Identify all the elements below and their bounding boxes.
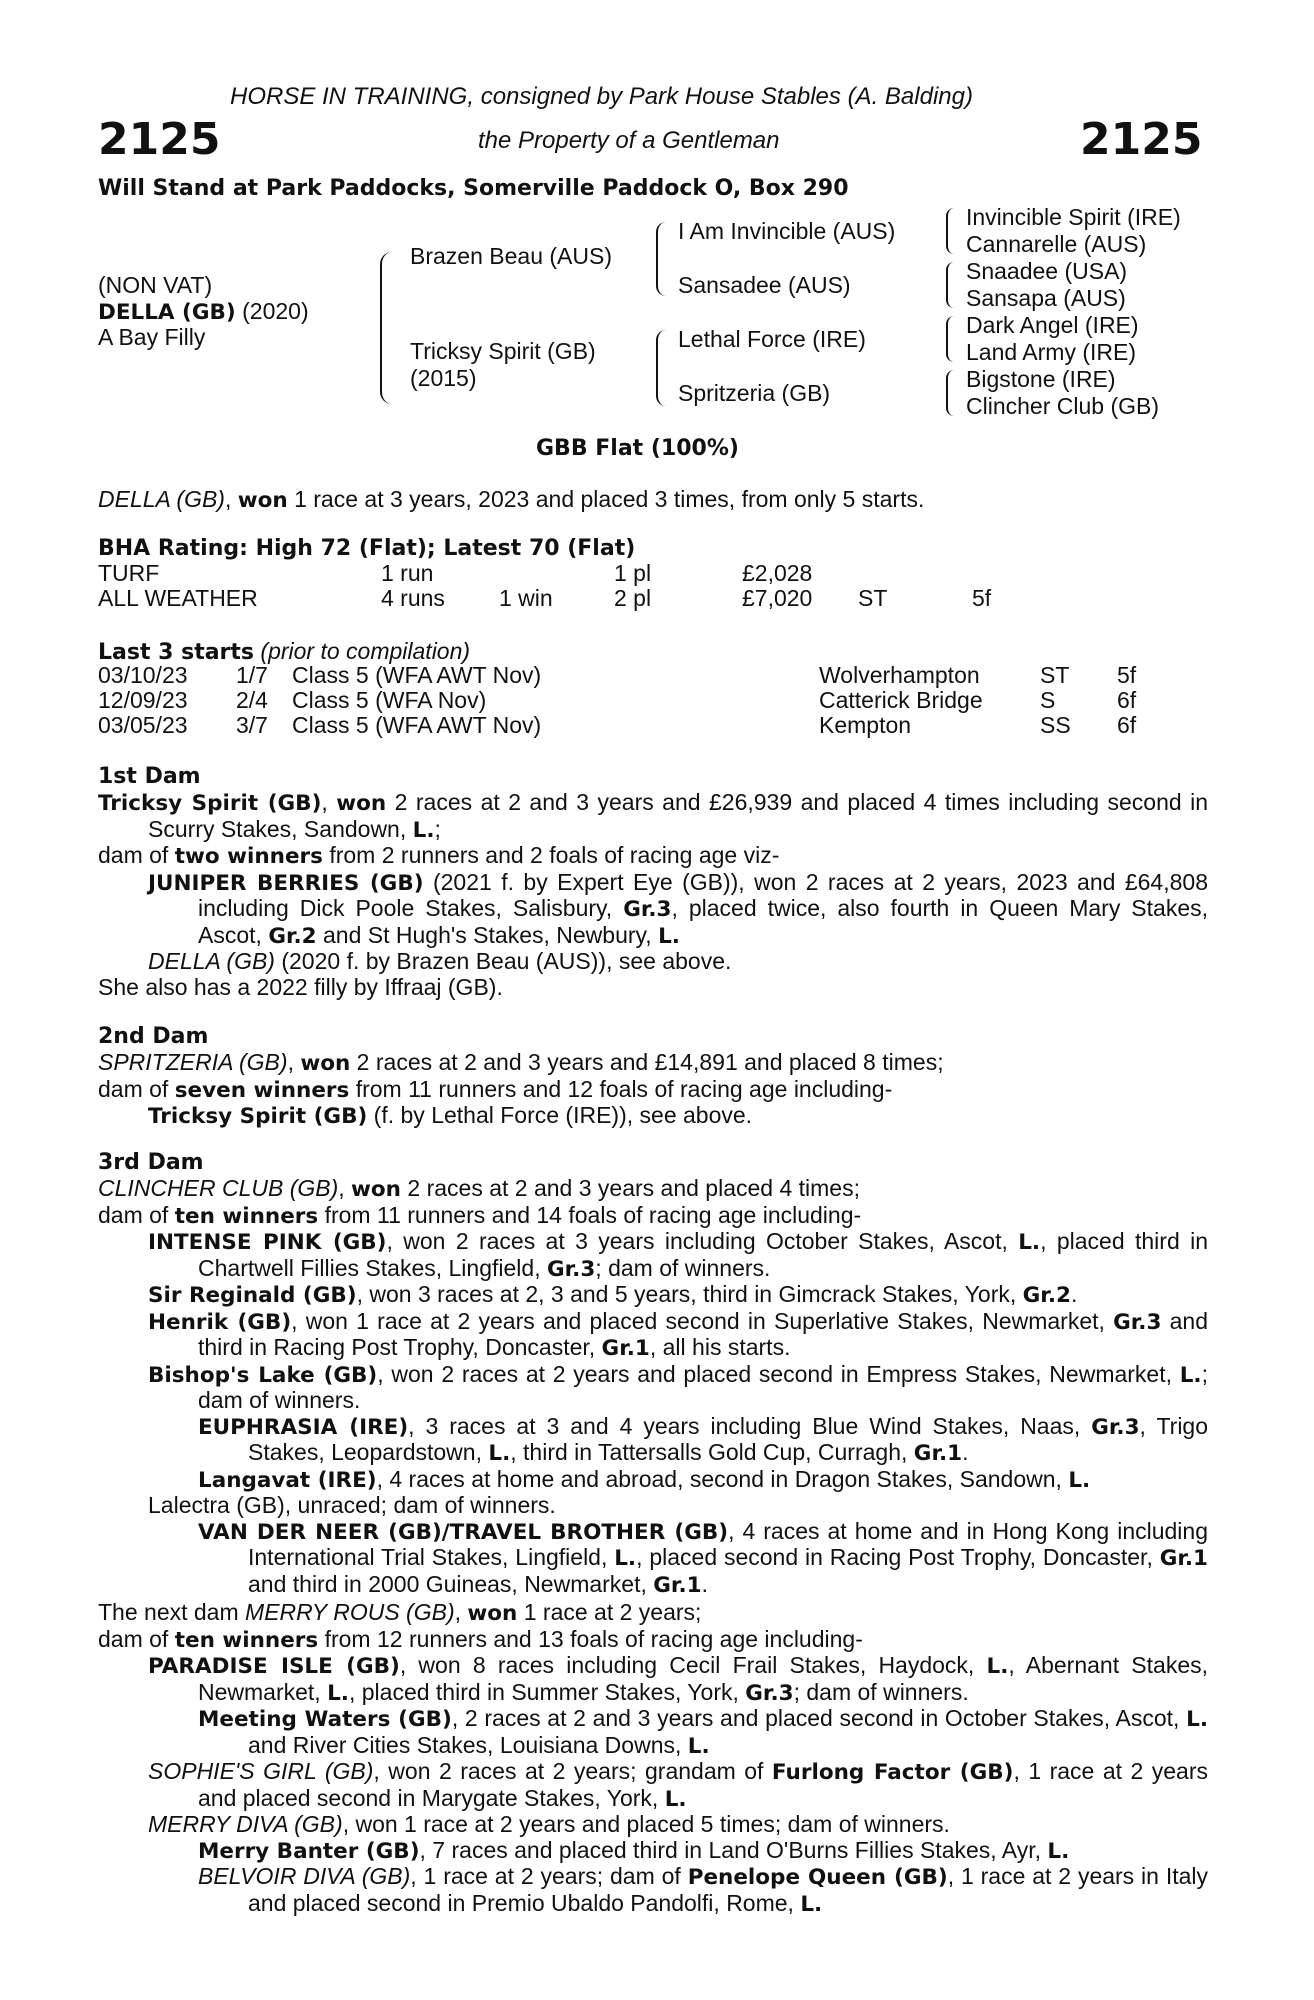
produce-text: dam of [98, 1075, 175, 1102]
lot-number-left: 2125 [98, 114, 221, 165]
produce-text-end: from 2 runners and 2 foals of racing age viz- [322, 842, 780, 868]
produce-text: , won 3 races at 2, 3 and 5 years, third in Gimcrack Stakes, York, [356, 1281, 1023, 1307]
produce-text: , placed third in Summer Stakes, York, [348, 1678, 746, 1705]
sire-dam: Sansadee (AUS) [678, 272, 851, 298]
produce-text: ; dam of winners. [595, 1254, 771, 1281]
start-course: Catterick Bridge [819, 687, 983, 713]
start-distance: 6f [1117, 687, 1137, 713]
produce-text: and third in 2000 Guineas, Newmarket, [248, 1570, 654, 1597]
pedigree-brace-g1 [946, 208, 956, 254]
produce-text: (f. by Lethal Force (IRE)), see above. [367, 1102, 753, 1128]
third-dam-record: CLINCHER CLUB (GB), won 2 races at 2 and 3 years and placed 4 times; [98, 1175, 860, 1202]
second-dam-record: SPRITZERIA (GB), won 2 races at 2 and 3 years and £14,891 and placed 8 times; [98, 1049, 944, 1076]
grade: Gr.1 [913, 1441, 963, 1466]
rating-surface: TURF [98, 560, 160, 586]
pedigree-g8: Clincher Club (GB) [966, 393, 1159, 419]
grade: Gr.3 [1091, 1414, 1140, 1440]
produce-text: ; dam of winners. [793, 1678, 969, 1705]
produce-item [98, 1759, 1208, 1812]
produce-item [98, 1519, 1208, 1599]
produce-item [98, 1838, 1208, 1865]
grade: L. [986, 1654, 1009, 1679]
won-label: won [351, 1177, 401, 1202]
produce-text: , Abernant Stakes, Newmarket, [198, 1652, 1208, 1705]
produce-text: , won 2 races at 2 years; grandam of [373, 1758, 772, 1784]
summary-rest: 1 race at 3 years, 2023 and placed 3 times, from only 5 starts. [287, 486, 925, 512]
start-race: Class 5 (WFA AWT Nov) [292, 712, 542, 738]
winners-count: ten winners [174, 1627, 319, 1653]
start-race: Class 5 (WFA Nov) [292, 687, 487, 713]
produce-text-end: from 11 runners and 14 foals of racing age including- [318, 1201, 862, 1228]
first-dam-note: She also has a 2022 filly by Iffraaj (GB). [98, 973, 503, 1000]
produce-text: ; dam of winners. [198, 1360, 1208, 1413]
last3-note: (prior to compilation) [260, 638, 471, 664]
horse-description: A Bay Filly [98, 324, 206, 350]
first-dam-produce-line [98, 843, 1208, 870]
record-text: 1 race at 2 years; [517, 1599, 702, 1625]
produce-item [98, 1229, 1208, 1282]
produce-name: EUPHRASIA (IRE) [198, 1414, 409, 1440]
grade: Gr.3 [546, 1256, 596, 1282]
first-dam-heading: 1st Dam [98, 764, 201, 789]
pedigree-brace-g4 [946, 370, 956, 416]
rating-money: £7,020 [742, 585, 813, 611]
pedigree-brace-g3 [946, 316, 956, 362]
summary-won: won [237, 488, 288, 513]
dam-name: Tricksy Spirit (GB) [410, 338, 596, 364]
grade: L. [658, 923, 680, 949]
produce-name: VAN DER NEER (GB)/TRAVEL BROTHER (GB) [198, 1519, 729, 1545]
produce-item [98, 1414, 1208, 1467]
pedigree-g2: Cannarelle (AUS) [966, 231, 1147, 257]
vat-status: (NON VAT) [98, 272, 213, 298]
start-position: 3/7 [236, 712, 268, 738]
dam-year: (2015) [410, 365, 477, 391]
pedigree-brace-main [380, 252, 392, 404]
grade: L. [412, 817, 435, 843]
first-dam-section [98, 764, 1208, 1000]
dam-name: SPRITZERIA (GB) [98, 1049, 288, 1075]
summary-horse-name: DELLA (GB) [98, 486, 225, 512]
produce-text: dam of [98, 842, 175, 868]
sire-name: Brazen Beau (AUS) [410, 243, 612, 269]
third-dam-heading: 3rd Dam [98, 1150, 204, 1175]
record-text: 2 races at 2 and 3 years and placed 4 times; [401, 1175, 860, 1201]
produce-text: , 3 races at 3 and 4 years including Blue Wind Stakes, Naas, [408, 1412, 1092, 1439]
produce-name: PARADISE ISLE (GB) [148, 1654, 400, 1679]
start-course: Kempton [819, 712, 912, 738]
grade: L. [1068, 1467, 1091, 1493]
horse-year: (2020) [242, 298, 309, 324]
grade: L. [1179, 1362, 1202, 1388]
start-position: 2/4 [236, 687, 268, 713]
rating-runs: 4 runs [381, 585, 445, 611]
produce-item [98, 1362, 1208, 1414]
dam-name: MERRY ROUS (GB) [245, 1599, 455, 1625]
produce-name: Bishop's Lake (GB) [148, 1362, 378, 1388]
winners-count: two winners [174, 844, 323, 869]
produce-text: , won 1 race at 2 years and placed second in Superlative Stakes, Newmarket, [291, 1307, 1114, 1334]
race-summary: DELLA (GB), won 1 race at 3 years, 2023 and placed 3 times, from only 5 starts. [98, 486, 925, 513]
produce-text: , 7 races and placed third in Land O'Burns Fillies Stakes, Ayr, [419, 1836, 1048, 1863]
rating-placed: 1 pl [614, 560, 652, 586]
produce-name: Penelope Queen (GB) [687, 1865, 948, 1890]
pedigree-g7: Bigstone (IRE) [966, 366, 1116, 392]
pedigree-brace-sire [656, 222, 666, 296]
pedigree-g6: Land Army (IRE) [966, 339, 1136, 365]
start-date: 12/09/23 [98, 687, 188, 713]
rating-placed: 2 pl [614, 585, 652, 611]
won-label: won [336, 791, 387, 816]
start-going: ST [1040, 662, 1070, 688]
start-distance: 6f [1117, 712, 1137, 738]
produce-name: JUNIPER BERRIES (GB) [148, 870, 424, 896]
sire-sire: I Am Invincible (AUS) [678, 218, 896, 244]
produce-item: Lalectra (GB), unraced; dam of winners. [148, 1492, 556, 1518]
next-dam-record: The next dam MERRY ROUS (GB), won 1 race at 2 years; [98, 1599, 702, 1626]
produce-name: Henrik (GB) [148, 1309, 292, 1335]
rating-runs: 1 run [381, 560, 434, 586]
produce-text: , won 2 races at 2 years and placed second in Empress Stakes, Newmarket, [377, 1360, 1180, 1387]
gbb-status: GBB Flat (100%) [536, 436, 739, 461]
produce-name: Merry Banter (GB) [198, 1838, 420, 1864]
grade: Gr.3 [623, 897, 672, 922]
grade: L. [327, 1680, 349, 1706]
second-dam-heading: 2nd Dam [98, 1024, 209, 1049]
grade: Gr.2 [1022, 1283, 1071, 1308]
winners-count: ten winners [174, 1203, 319, 1229]
grade: L. [488, 1441, 511, 1466]
produce-name: Meeting Waters (GB) [198, 1707, 452, 1732]
produce-item [98, 1812, 1208, 1838]
produce-text: , 4 races at home and in Hong Kong including International Trial Stakes, Lingfield, [248, 1517, 1209, 1570]
grade: Gr.1 [653, 1572, 702, 1598]
grade: L. [614, 1546, 637, 1571]
grade: L. [687, 1733, 710, 1759]
dam-name: Tricksy Spirit (GB) [98, 791, 322, 816]
produce-name: MERRY DIVA (GB) [148, 1811, 343, 1837]
record-text: 2 races at 2 and 3 years and £14,891 and placed 8 times; [350, 1049, 944, 1075]
produce-name: BELVOIR DIVA (GB) [198, 1863, 411, 1889]
dam-dam: Spritzeria (GB) [678, 380, 831, 406]
horse-name: DELLA (GB) [98, 300, 236, 325]
grade: L. [800, 1891, 823, 1917]
produce-text: (2021 f. by Expert Eye (GB)), won 2 races at 2 years, 2023 and £64,808 including Dick Poole Stakes, Salisbury, [198, 868, 1208, 921]
start-date: 03/05/23 [98, 712, 188, 738]
second-dam-produce-line [98, 1077, 1208, 1104]
grade: Gr.3 [1113, 1309, 1162, 1335]
rating-surface: ALL WEATHER [98, 585, 258, 611]
produce-text: , won 8 races including Cecil Frail Stakes, Haydock, [399, 1652, 987, 1678]
produce-text: , 4 races at home and abroad, second in Dragon Stakes, Sandown, [376, 1465, 1069, 1492]
next-dam-section [98, 1600, 1208, 1917]
second-dam-section [98, 1024, 1208, 1130]
start-distance: 5f [1117, 662, 1137, 688]
grade: L. [664, 1786, 687, 1812]
produce-text: dam of [98, 1625, 175, 1652]
pedigree-g1: Invincible Spirit (IRE) [966, 204, 1181, 230]
third-dam-produce-line [98, 1203, 1208, 1230]
pedigree-g5: Dark Angel (IRE) [966, 312, 1139, 338]
produce-text: , 1 race at 2 years in Italy and placed second in Premio Ubaldo Pandolfi, Rome, [248, 1863, 1209, 1916]
start-course: Wolverhampton [819, 662, 980, 688]
produce-name: Langavat (IRE) [198, 1467, 377, 1493]
start-position: 1/7 [236, 662, 268, 688]
produce-text: , all his starts. [649, 1334, 791, 1360]
produce-text: . [1070, 1281, 1078, 1307]
produce-name: Furlong Factor (GB) [771, 1760, 1014, 1785]
produce-text-end: from 11 runners and 12 foals of racing age including- [349, 1075, 893, 1102]
dam-sire: Lethal Force (IRE) [678, 326, 866, 352]
horse-title [98, 298, 309, 326]
produce-text: , Trigo Stakes, Leopardstown, [248, 1412, 1209, 1465]
produce-text: , 2 races at 2 and 3 years and placed second in October Stakes, Ascot, [451, 1705, 1187, 1731]
rating-row [98, 561, 159, 586]
location-line: Will Stand at Park Paddocks, Somerville Paddock O, Box 290 [98, 176, 849, 201]
produce-text: , third in Tattersalls Gold Cup, Curragh, [510, 1439, 914, 1465]
produce-text: and St Hugh's Stakes, Newbury, [316, 921, 659, 948]
produce-item [98, 1706, 1208, 1759]
produce-item [98, 870, 1208, 950]
produce-item [98, 1467, 1208, 1494]
produce-item [98, 1309, 1208, 1362]
record-text: The next dam [98, 1599, 246, 1625]
won-label: won [467, 1601, 518, 1626]
property-line: the Property of a Gentleman [478, 127, 780, 154]
rating-money: £2,028 [742, 560, 813, 586]
grade: L. [1186, 1707, 1208, 1732]
produce-name: Sir Reginald (GB) [148, 1283, 357, 1308]
record-text: 2 races at 2 and 3 years and £26,939 and placed 4 times including second in Scurry Stakes, Sandown, [148, 789, 1209, 842]
grade: Gr.1 [1159, 1546, 1208, 1571]
start-race: Class 5 (WFA AWT Nov) [292, 662, 542, 688]
produce-text: , 1 race at 2 years and placed second in Marygate Stakes, York, [198, 1758, 1208, 1811]
produce-text: (2020 f. by Brazen Beau (AUS)), see above. [274, 948, 732, 974]
produce-text-end: from 12 runners and 13 foals of racing age including- [318, 1625, 863, 1652]
produce-text: , 1 race at 2 years; dam of [410, 1863, 688, 1889]
grade: Gr.1 [601, 1336, 650, 1361]
consignment-line: HORSE IN TRAINING, consigned by Park House Stables (A. Balding) [230, 83, 973, 110]
start-going: S [1040, 687, 1056, 713]
produce-item [98, 1864, 1208, 1917]
produce-item [98, 1103, 1208, 1130]
produce-item [98, 1282, 1208, 1309]
produce-item [98, 949, 1208, 975]
produce-text: and third in Racing Post Trophy, Doncaster, [198, 1307, 1209, 1360]
start-going: SS [1040, 712, 1071, 738]
pedigree-brace-g2 [946, 262, 956, 308]
produce-text: , placed third in Chartwell Fillies Stakes, Lingfield, [198, 1228, 1208, 1281]
produce-text: , won 1 race at 2 years and placed 5 times; dam of winners. [342, 1811, 950, 1837]
last3-title: Last 3 starts [98, 640, 255, 665]
produce-name: Tricksy Spirit (GB) [148, 1104, 368, 1129]
bha-rating: BHA Rating: High 72 (Flat); Latest 70 (Flat) [98, 536, 636, 561]
lot-number-right: 2125 [1080, 114, 1203, 165]
produce-text: dam of [98, 1201, 175, 1228]
produce-text: , placed twice, also fourth in Queen Mary Stakes, Ascot, [198, 895, 1209, 948]
produce-name: DELLA (GB) [148, 948, 275, 974]
rating-wins: 1 win [499, 585, 553, 611]
produce-text: . [962, 1439, 969, 1465]
start-date: 03/10/23 [98, 662, 188, 688]
grade: Gr.3 [745, 1680, 794, 1706]
record-end: ; [434, 815, 441, 842]
produce-text: and River Cities Stakes, Louisiana Downs, [248, 1731, 688, 1758]
first-dam-record: Tricksy Spirit (GB), won 2 races at 2 and 3 years and £26,939 and placed 4 times including second in Scurry Stakes, Sandown, L.; [98, 789, 1209, 843]
winners-count: seven winners [174, 1077, 350, 1103]
third-dam-section [98, 1150, 1208, 1598]
rating-distance: 5f [972, 585, 992, 611]
pedigree-brace-dam [656, 330, 666, 406]
won-label: won [300, 1051, 351, 1076]
produce-text: . [701, 1570, 708, 1597]
grade: L. [1047, 1838, 1070, 1864]
pedigree-g4: Sansapa (AUS) [966, 285, 1126, 311]
rating-going: ST [858, 585, 888, 611]
produce-name: INTENSE PINK (GB) [148, 1230, 387, 1255]
produce-item [98, 1653, 1208, 1706]
produce-text: , placed second in Racing Post Trophy, Doncaster, [636, 1544, 1160, 1570]
produce-name: SOPHIE'S GIRL (GB) [148, 1758, 374, 1784]
grade: L. [1018, 1230, 1041, 1255]
produce-text: , won 2 races at 3 years including October Stakes, Ascot, [386, 1228, 1019, 1254]
grade: Gr.2 [268, 923, 317, 949]
pedigree-g3: Snaadee (USA) [966, 258, 1128, 284]
next-dam-produce-line [98, 1627, 1208, 1654]
dam-name: CLINCHER CLUB (GB) [98, 1175, 339, 1201]
